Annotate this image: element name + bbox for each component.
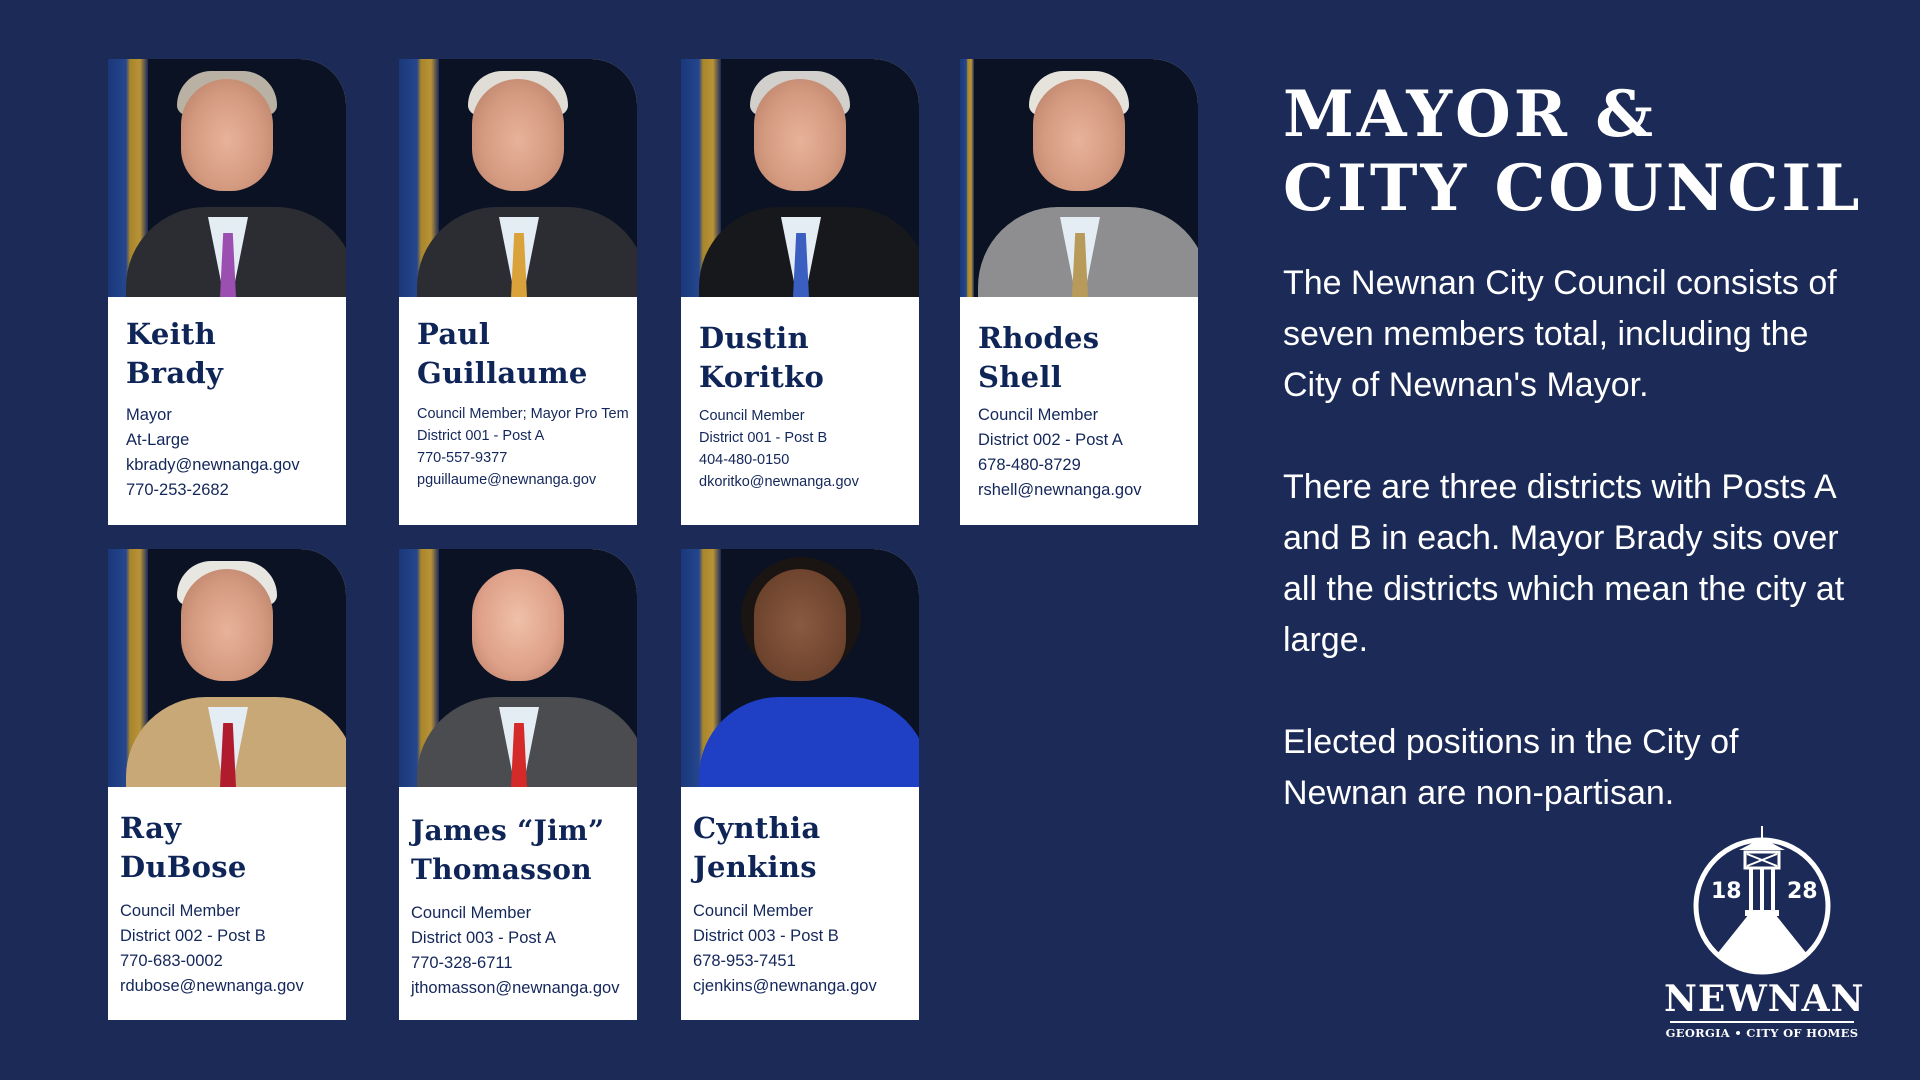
member-details [699,405,901,493]
portrait-photo [108,549,346,787]
member-role: Mayor [126,406,172,424]
member-role: Council Member [411,904,532,922]
member-details [978,403,1180,503]
member-details [693,899,901,999]
portrait-photo [108,59,346,297]
intro-paragraph: The Newnan City Council consists of seven members total, including the City of Newnan's Mayor. [1283,264,1837,404]
nonpartisan-paragraph: Elected positions in the City of Newnan are non-partisan. [1283,723,1739,812]
member-email[interactable]: jthomasson@newnanga.gov [411,979,620,997]
member-details [120,899,328,999]
member-card-keith-brady [108,59,346,525]
member-district: District 002 - Post B [120,927,266,945]
member-name: Dustin Koritko [699,321,825,394]
member-card-cynthia-jenkins [681,549,919,1020]
member-district: District 003 - Post A [411,929,556,947]
member-details [417,403,629,491]
member-email[interactable]: cjenkins@newnanga.gov [693,977,877,995]
logo-wordmark: NEWNAN [1664,978,1865,1020]
member-role: Council Member [693,902,814,920]
member-name: James “Jim” Thomasson [411,814,605,886]
member-phone[interactable]: 770-683-0002 [120,952,223,970]
portrait-photo [681,59,919,297]
member-card-rhodes-shell [960,59,1198,525]
courthouse-cupola-icon [1687,826,1837,976]
member-district: District 002 - Post A [978,431,1123,449]
member-phone[interactable]: 770-253-2682 [126,481,229,499]
member-email[interactable]: dkoritko@newnanga.gov [699,474,859,490]
founding-year-left: 18 [1711,879,1742,904]
portrait-photo [399,549,637,787]
founding-year-right: 28 [1787,879,1818,904]
member-email[interactable]: kbrady@newnanga.gov [126,456,300,474]
member-details [126,403,328,503]
member-name: Cynthia Jenkins [693,811,821,884]
member-district: District 001 - Post A [417,428,545,444]
member-role: Council Member [120,902,241,920]
member-email[interactable]: pguillaume@newnanga.gov [417,472,597,488]
member-phone[interactable]: 678-480-8729 [978,456,1081,474]
member-name: Ray DuBose [120,811,247,884]
member-role: Council Member; Mayor Pro Tem [417,406,629,422]
member-district: District 003 - Post B [693,927,839,945]
logo-divider [1670,1021,1854,1023]
districts-paragraph: There are three districts with Posts A and B in each. Mayor Brady sits over all the districts which mean the city at large. [1283,468,1845,659]
member-card-ray-dubose [108,549,346,1020]
flag-backdrop [960,59,974,297]
member-card-jim-thomasson [399,549,637,1020]
portrait-photo [681,549,919,787]
portrait-photo [399,59,637,297]
member-phone[interactable]: 770-328-6711 [411,954,513,972]
member-name: Paul Guillaume [417,317,588,390]
member-district: District 001 - Post B [699,430,828,446]
portrait-photo [960,59,1198,297]
member-name: Rhodes Shell [978,321,1100,394]
newnan-logo [1664,826,1865,1040]
intro-panel [1283,78,1863,819]
member-role: Council Member [978,406,1099,424]
page-title: MAYOR & CITY COUNCIL [1283,77,1863,226]
member-email[interactable]: rshell@newnanga.gov [978,481,1142,499]
member-email[interactable]: rdubose@newnanga.gov [120,977,304,995]
member-phone[interactable]: 770-557-9377 [417,450,508,466]
member-role: Council Member [699,408,805,424]
logo-tagline: GEORGIA • CITY OF HOMES [1665,1026,1859,1040]
member-name: Keith Brady [126,317,224,390]
member-card-paul-guillaume [399,59,637,525]
member-card-dustin-koritko [681,59,919,525]
member-phone[interactable]: 678-953-7451 [693,952,796,970]
member-phone[interactable]: 404-480-0150 [699,452,790,468]
member-details [411,901,619,1001]
member-district: At-Large [126,431,190,449]
